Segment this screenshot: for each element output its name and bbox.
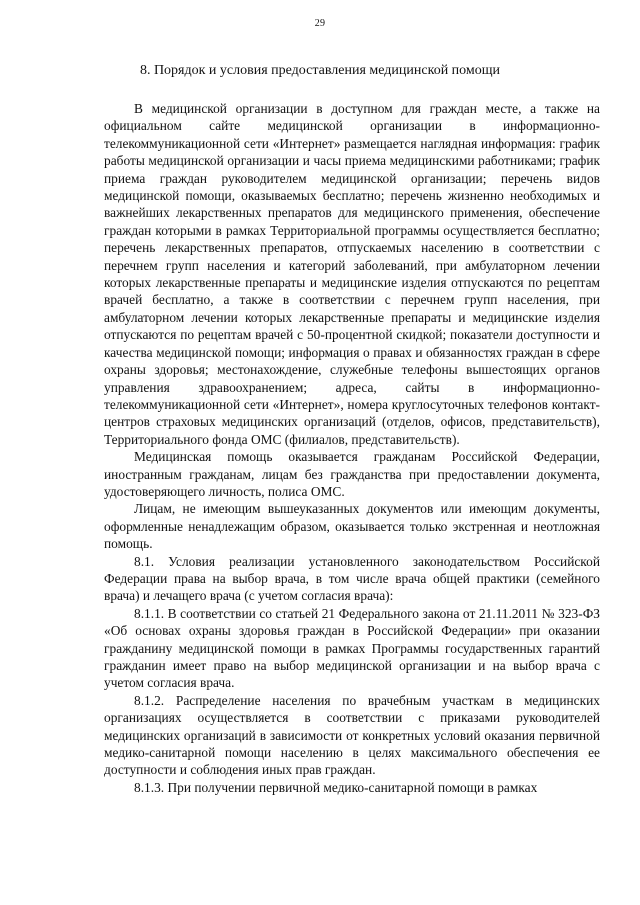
paragraph-8-1-3: 8.1.3. При получении первичной медико-санитарной помощи в рамках bbox=[134, 779, 538, 795]
page-number: 29 bbox=[314, 18, 326, 29]
paragraph-8-1: 8.1. Условия реализации установленного законодательством Российской Федерации права на выбор врача, в том числе врача общей практики (семейного врача) и лечащего врача (с учетом согласия врача): bbox=[104, 553, 600, 604]
paragraph-8-1-2: 8.1.2. Распределение населения по врачебным участкам в медицинских организациях осуществляется в соответствии с приказами руководителей медицинских организаций в зависимости от конкретных условий оказания первичной медико-санитарной помощи населению в целях максимального обеспечения ее доступности и соблюдения иных прав граждан. bbox=[104, 692, 600, 778]
paragraph-8-1-1: 8.1.1. В соответствии со статьей 21 Федерального закона от 21.11.2011 № 323-ФЗ «Об основах охраны здоровья граждан в Российской Федерации» при оказании гражданину медицинской помощи в рамках Программы государственных гарантий гражданин имеет право на выбор медицинской организации и на выбор врача с учетом согласия врача. bbox=[104, 605, 600, 691]
document-body bbox=[104, 100, 600, 796]
section-heading: 8. Порядок и условия предоставления медицинской помощи bbox=[139, 63, 501, 78]
paragraph-eligible-citizens: Медицинская помощь оказывается гражданам Российской Федерации, иностранным гражданам, лицам без гражданства при предоставлении документа, удостоверяющего личность, полиса ОМС. bbox=[104, 449, 600, 499]
paragraph-info-placement: В медицинской организации в доступном для граждан месте, а также на официальном сайте медицинской организации в информационно-телекоммуникационной сети «Интернет» размещается наглядная информация: график работы медицинской организации и часы приема медицинскими работниками; график приема граждан руководителем медицинской организации; перечень видов медицинской помощи, оказываемых бесплатно; перечень жизненно необходимых и важнейших лекарственных препаратов для медицинского применения, обеспечение граждан которыми в рамках Территориальной программы осуществляется бесплатно; перечень лекарственных препаратов, отпускаемых населению в соответствии с перечнем групп населения и категорий заболеваний, при амбулаторном лечении которых лекарственные препараты и медицинские изделия отпускаются по рецептам врачей бесплатно, а также в соответствии с перечнем групп населения, при амбулаторном лечении которых лекарственные препараты и медицинские изделия отпускаются по рецептам врачей с 50-процентной скидкой; показатели доступности и качества медицинской помощи; информация о правах и обязанностях граждан в сфере охраны здоровья; местонахождение, служебные телефоны вышестоящих органов управления здравоохранением; адреса, сайты в информационно-телекоммуникационной сети «Интернет», номера круглосуточных телефонов контакт-центров страховых медицинских организаций (отделов, офисов, представительств), Территориального фонда ОМС (филиалов, представительств). bbox=[104, 101, 600, 447]
paragraph-emergency-help: Лицам, не имеющим вышеуказанных документов или имеющим документы, оформленные ненадлежащим образом, оказывается только экстренная и неотложная помощь. bbox=[104, 501, 600, 552]
